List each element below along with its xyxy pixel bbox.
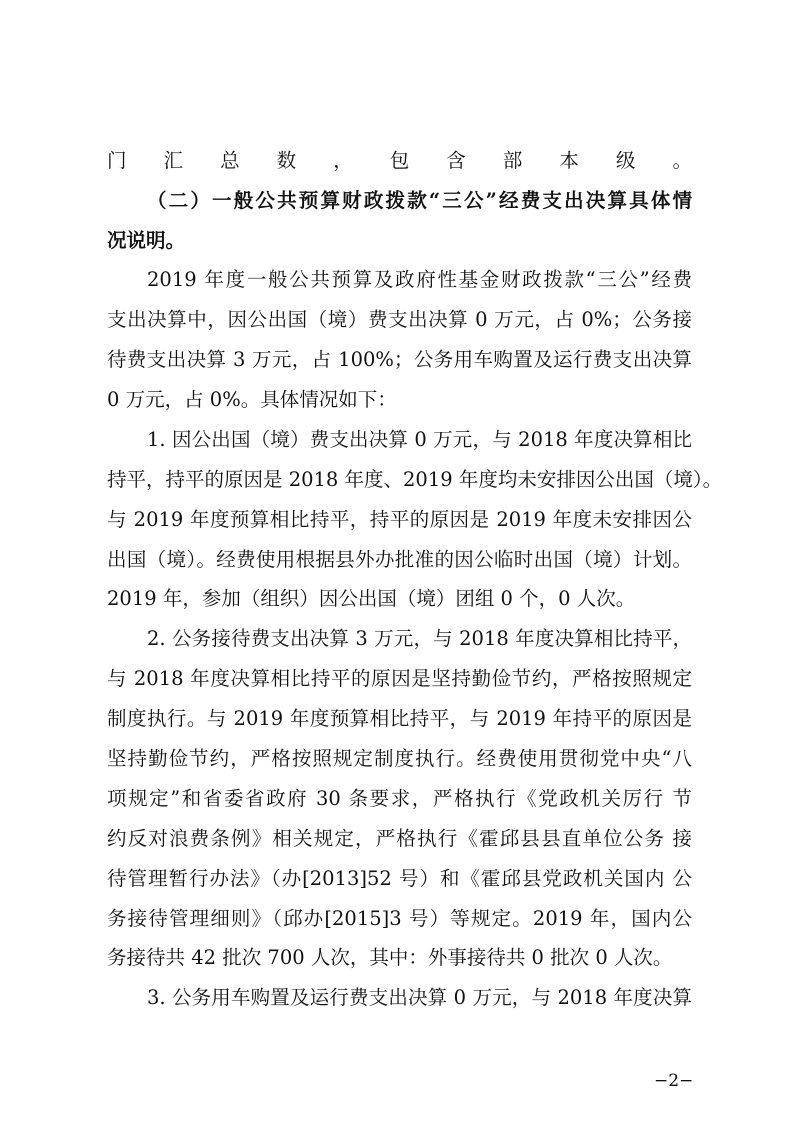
text-line: 3. 公务用车购置及运行费支出决算 0 万元，与 2018 年度决算 (147, 986, 692, 1009)
text-line: 2019 年，参加（组织）因公出国（境）团组 0 个，0 人次。 (107, 587, 636, 610)
text-line: 坚持勤俭节约，严格按照规定制度执行。经费使用贯彻党中央“八 (107, 747, 692, 770)
section-heading-continued: 况说明。 (107, 229, 186, 252)
text-line: 持平，持平的原因是 2018 年度、2019 年度均未安排因公出国（境）。 (107, 468, 723, 491)
text-line: 制度执行。与 2019 年度预算相比持平，与 2019 年持平的原因是 (107, 707, 692, 730)
text-line: 与 2019 年度预算相比持平，持平的原因是 2019 年度未安排因公 (107, 508, 692, 531)
text-line: 支出决算中，因公出国（境）费支出决算 0 万元，占 0%；公务接 (107, 308, 692, 331)
page-number: −2− (654, 1071, 694, 1091)
text-line: 0 万元，占 0%。具体情况如下： (107, 388, 397, 411)
text-line: 1. 因公出国（境）费支出决算 0 万元，与 2018 年度决算相比 (147, 428, 692, 451)
text-line: 务接待共 42 批次 700 人次，其中：外事接待共 0 批次 0 人次。 (107, 946, 673, 969)
section-heading: （二）一般公共预算财政拨款“三公”经费支出决算具体情 (147, 189, 692, 212)
text-line: 门汇总数，包含部本级。 (107, 149, 692, 172)
text-line: 务接待管理细则》（邱办[2015]3 号）等规定。2019 年，国内公 (107, 907, 692, 930)
text-line: 出国（境）。经费使用根据县外办批准的因公临时出国（境）计划。 (107, 548, 692, 571)
text-line: 与 2018 年度决算相比持平的原因是坚持勤俭节约，严格按照规定 (107, 667, 692, 690)
text-line: 待费支出决算 3 万元，占 100%；公务用车购置及运行费支出决算 (107, 348, 692, 371)
text-line: 项规定”和省委省政府 30 条要求，严格执行《党政机关厉行 节 (107, 787, 692, 810)
text-line: 2. 公务接待费支出决算 3 万元，与 2018 年度决算相比持平， (147, 627, 692, 650)
text-line: 待管理暂行办法》（办[2013]52 号）和《霍邱县党政机关国内 公 (107, 867, 692, 890)
text-line: 约反对浪费条例》相关规定，严格执行《霍邱县县直单位公务 接 (107, 827, 692, 850)
text-line: 2019 年度一般公共预算及政府性基金财政拨款“三公”经费 (147, 268, 692, 291)
